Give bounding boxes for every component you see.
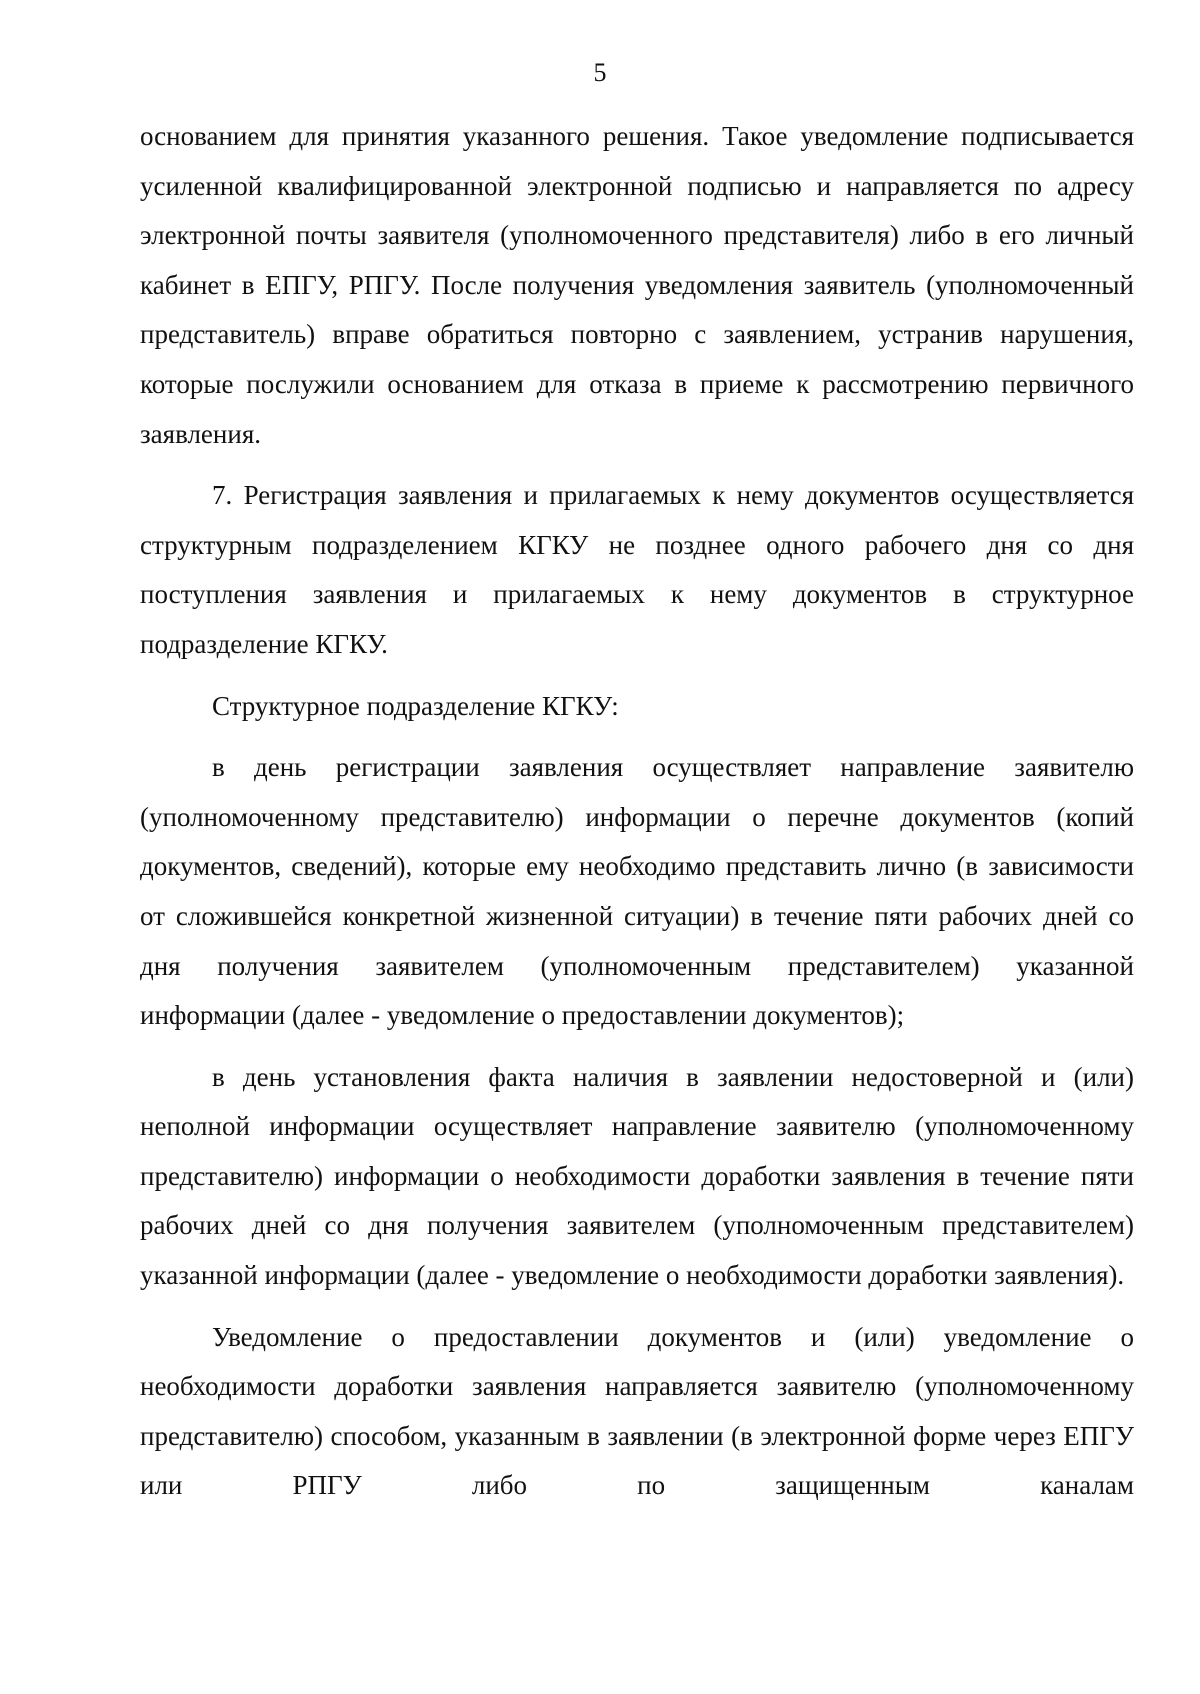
page-number: 5 bbox=[593, 58, 607, 87]
paragraph-continuation: основанием для принятия указанного решения. Такое уведомление подписывается усиленной квалифицированной электронной подписью и направляется по адресу электронной почты заявителя (уполномоченного представителя) либо в его личный кабинет в ЕПГУ, РПГУ. После получения уведомления заявитель (уполномоченный представитель) вправе обратиться повторно с заявлением, устранив нарушения, которые послужили основанием для отказа в приеме к рассмотрению первичного заявления. bbox=[140, 121, 1134, 449]
paragraph-notification-delivery: Уведомление о предоставлении документов и (или) уведомление о необходимости доработки заявления направляется заявителю (уполномоченному представителю) способом, указанным в заявлении (в электронной форме через ЕПГУ или РПГУ либо по защищенным каналам bbox=[140, 1321, 1134, 1501]
paragraph-heading-kgku: Структурное подразделение КГКУ: bbox=[212, 690, 619, 721]
paragraph-incomplete-info: в день установления факта наличия в заявлении недостоверной и (или) неполной информации осуществляет направление заявителю (уполномоченному представителю) информации о необходимости доработки заявления в течение пяти рабочих дней со дня получения заявителем (уполномоченным представителем) указанной информации (далее - уведомление о необходимости доработки заявления). bbox=[140, 1061, 1134, 1291]
document-body bbox=[140, 112, 1134, 1511]
paragraph-item-7: 7. Регистрация заявления и прилагаемых к нему документов осуществляется структурным подразделением КГКУ не позднее одного рабочего дня со дня поступления заявления и прилагаемых к нему документов в структурное подразделение КГКУ. bbox=[140, 480, 1134, 659]
paragraph-registration-day: в день регистрации заявления осуществляет направление заявителю (уполномоченному представителю) информации о перечне документов (копий документов, сведений), которые ему необходимо представить лично (в зависимости от сложившейся конкретной жизненной ситуации) в течение пяти рабочих дней со дня получения заявителем (уполномоченным представителем) указанной информации (далее - уведомление о предоставлении документов); bbox=[140, 752, 1134, 1031]
